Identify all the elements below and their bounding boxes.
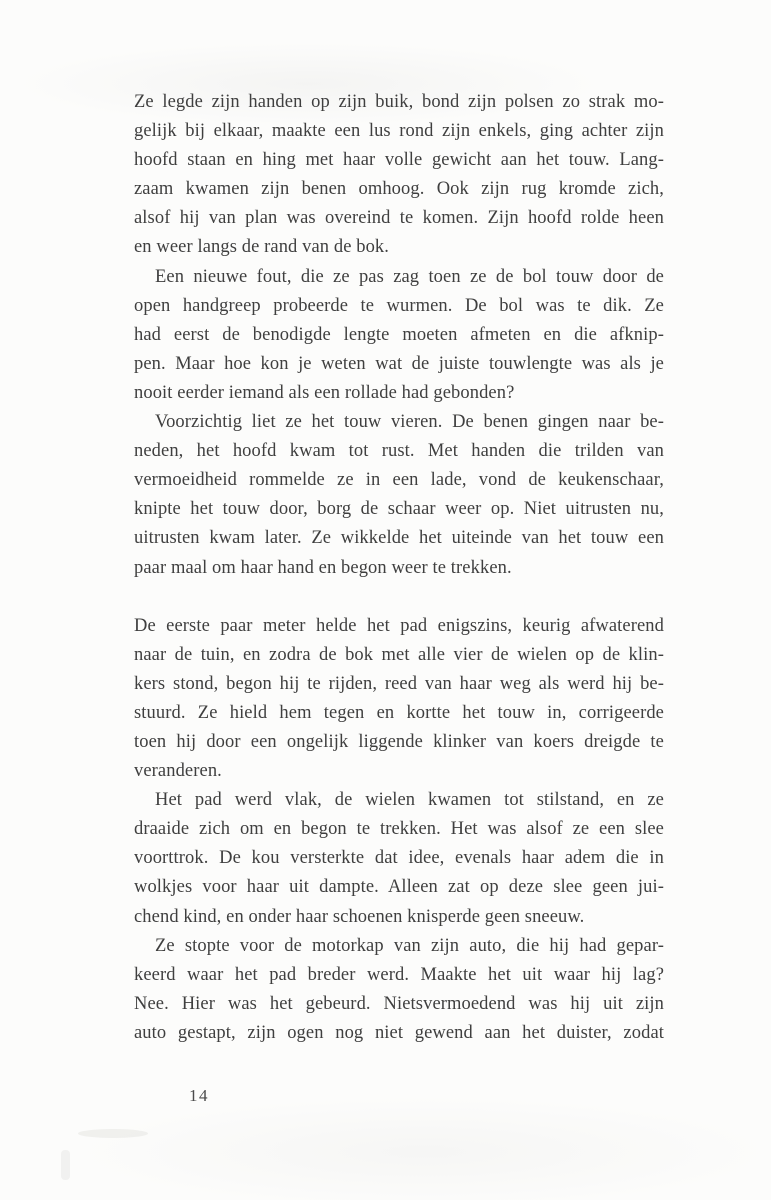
text-line: had eerst de benodigde lengte moeten afmeten en die afknip- <box>134 324 664 345</box>
text-line: vermoeidheid rommelde ze in een lade, vond de keukenschaar, <box>134 470 664 491</box>
paragraph <box>134 612 664 787</box>
text-line: naar de tuin, en zodra de bok met alle vier de wielen op de klin- <box>134 644 664 665</box>
text-line: Het pad werd vlak, de wielen kwamen tot stilstand, en ze <box>155 790 664 811</box>
paragraph <box>134 88 664 263</box>
paragraph <box>134 932 664 1048</box>
text-line: veranderen. <box>134 761 222 782</box>
text-line: hoofd staan en hing met haar volle gewicht aan het touw. Lang- <box>134 150 664 171</box>
text-line: Nee. Hier was het gebeurd. Nietsvermoedend was hij uit zijn <box>134 993 664 1014</box>
text-line: De eerste paar meter helde het pad enigszins, keurig afwaterend <box>134 615 664 636</box>
text-line: open handgreep probeerde te wurmen. De bol was te dik. Ze <box>134 295 664 316</box>
text-line: alsof hij van plan was overeind te komen. Zijn hoofd rolde heen <box>134 208 664 229</box>
text-line: nooit eerder iemand als een rollade had gebonden? <box>134 382 515 403</box>
scan-smudge-mark <box>61 1150 70 1180</box>
text-line: Ze legde zijn handen op zijn buik, bond zijn polsen zo strak mo- <box>134 92 664 112</box>
text-line: kers stond, begon hij te rijden, reed van haar weg als werd hij be- <box>134 673 664 694</box>
text-line: chend kind, en onder haar schoenen knisperde geen sneeuw. <box>134 906 585 927</box>
text-line: paar maal om haar hand en begon weer te trekken. <box>134 557 512 578</box>
text-line: stuurd. Ze hield hem tegen en kortte het touw in, corrigeerde <box>134 702 664 723</box>
text-line: en weer langs de rand van de bok. <box>134 237 390 258</box>
text-line: keerd waar het pad breder werd. Maakte het uit waar hij lag? <box>134 964 664 985</box>
text-line: neden, het hoofd kwam tot rust. Met handen die trilden van <box>134 441 664 462</box>
paragraph <box>134 263 664 408</box>
scan-smudge-mark <box>78 1129 148 1138</box>
text-line: draaide zich om en begon te trekken. Het was alsof ze een slee <box>134 819 664 840</box>
text-line: auto gestapt, zijn ogen nog niet gewend aan het duister, zodat <box>134 1022 664 1043</box>
text-line: uitrusten kwam later. Ze wikkelde het uiteinde van het touw een <box>134 528 664 549</box>
text-block <box>134 88 664 1048</box>
text-line: Ze stopte voor de motorkap van zijn auto, die hij had gepar- <box>155 935 664 956</box>
text-line: Een nieuwe fout, die ze pas zag toen ze de bol touw door de <box>155 266 664 287</box>
text-line: zaam kwamen zijn benen omhoog. Ook zijn rug kromde zich, <box>134 179 664 200</box>
text-line: voorttrok. De kou versterkte dat idee, evenals haar adem die in <box>134 848 664 869</box>
text-line: Voorzichtig liet ze het touw vieren. De benen gingen naar be- <box>155 412 664 433</box>
paragraph <box>134 786 664 931</box>
paragraph <box>134 408 664 583</box>
text-line: knipte het touw door, borg de schaar weer op. Niet uitrusten nu, <box>134 499 664 520</box>
text-line: pen. Maar hoe kon je weten wat de juiste touwlengte was als je <box>134 353 664 374</box>
text-line: wolkjes voor haar uit dampte. Alleen zat op deze slee geen jui- <box>134 877 664 898</box>
text-line: toen hij door een ongelijk liggende klinker van koers dreigde te <box>134 731 664 752</box>
page-number: 14 <box>189 1086 209 1105</box>
text-line: gelijk bij elkaar, maakte een lus rond zijn enkels, ging achter zijn <box>134 121 664 142</box>
